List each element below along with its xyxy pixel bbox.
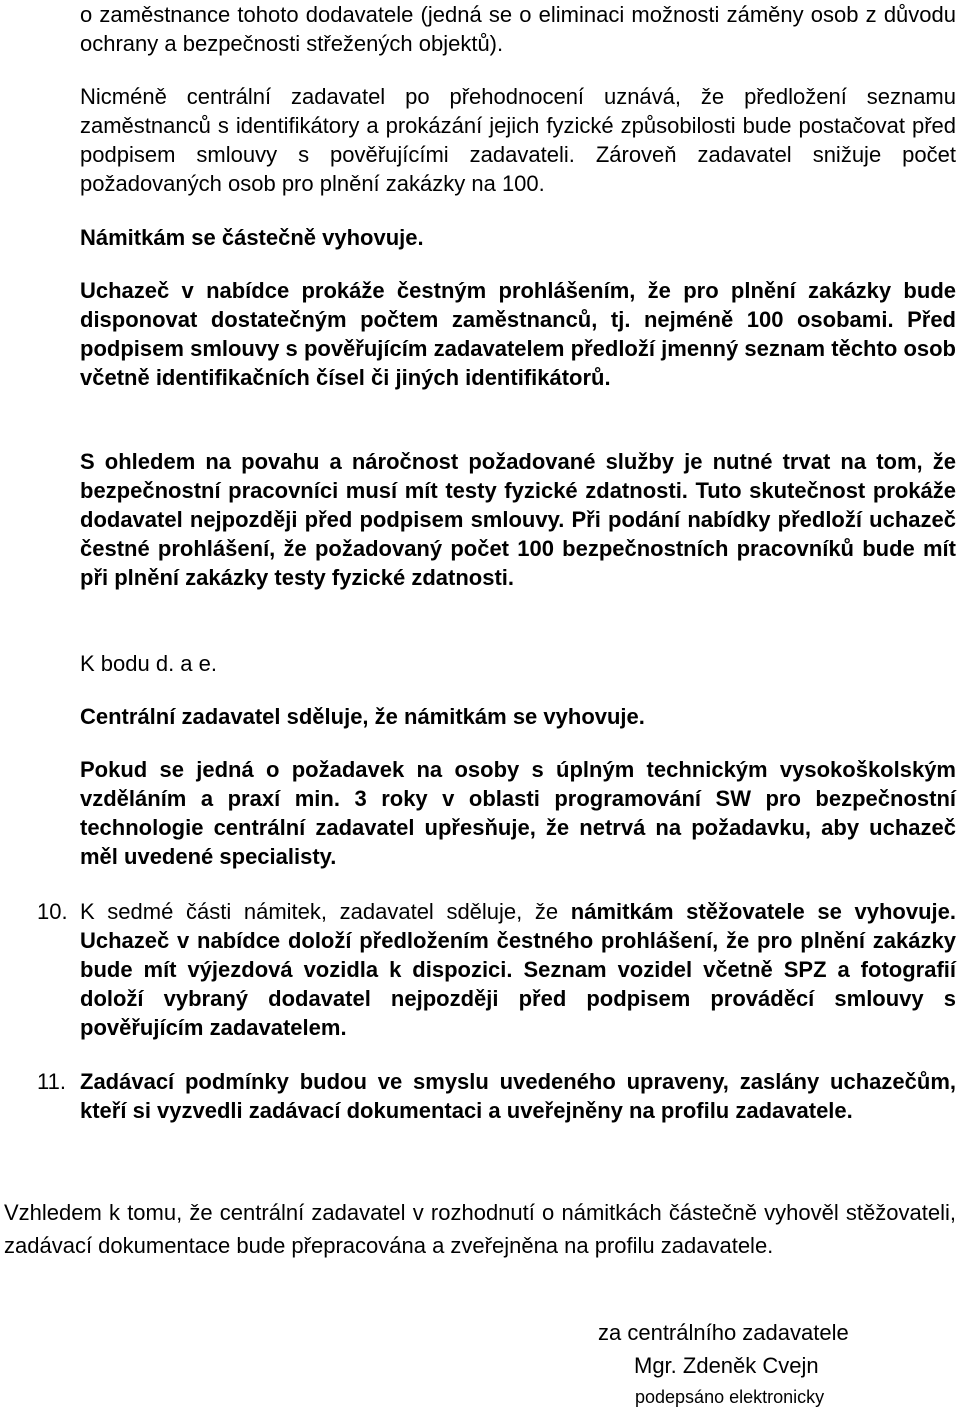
- paragraph-pokud: Pokud se jedná o požadavek na osoby s úplným technickým vysokoškolským vzděláním a praxí min. 3 roky v oblasti programování SW pro bezpečnostní technologie centrální zadavatel upřesňuje, že netrvá na požadavku, aby uchazeč měl uvedené specialisty.: [80, 757, 956, 869]
- item-10-lead: K sedmé části námitek, zadavatel sděluje, že: [80, 899, 571, 924]
- paragraph-intro-tail: o zaměstnance tohoto dodavatele (jedná se o eliminaci možnosti záměny osob z důvodu ochrany a bezpečnosti střežených objektů).: [80, 2, 956, 56]
- paragraph-k-bodu: K bodu d. a e.: [80, 651, 217, 676]
- paragraph-s-ohledem: S ohledem na povahu a náročnost požadované služby je nutné trvat na tom, že bezpečnostní pracovníci musí mít testy fyzické zdatnosti. Tuto skutečnost prokáže dodavatel nejpozději před podpisem smlouvy. Při podání nabídky předloží uchazeč čestné prohlášení, že požadovaný počet 100 bezpečnostních pracovníků bude mít při plnění zakázky testy fyzické zdatnosti.: [80, 449, 956, 590]
- signature-note: podepsáno elektronicky: [635, 1387, 825, 1407]
- item-10-bold: námitkám stěžovatele se vyhovuje. Uchazeč v nabídce doloží předložením čestného prohlášení, že pro plnění zakázky bude mít výjezdová vozidla k dispozici. Seznam vozidel včetně SPZ a fotografií doloží vybraný dodavatel nejpozději před podpisem prováděcí smlouvy s pověřujícím zadavatelem.: [80, 899, 956, 1040]
- paragraph-uchazec: Uchazeč v nabídce prokáže čestným prohlášením, že pro plnění zakázky bude disponovat dostatečným počtem zaměstnanců, tj. nejméně 100 osobami. Před podpisem smlouvy s pověřujícím zadavatelem předloží jmenný seznam těchto osob včetně identifikačních čísel či jiných identifikátorů.: [80, 278, 956, 390]
- item-11-text: Zadávací podmínky budou ve smyslu uvedeného upraveny, zaslány uchazečům, kteří si vyzvedli zadávací dokumentaci a uveřejněny na profilu zadavatele.: [80, 1069, 956, 1123]
- item-11-number: 11.: [37, 1069, 66, 1094]
- signature-for: za centrálního zadavatele: [598, 1320, 849, 1345]
- paragraph-vzhledem: Vzhledem k tomu, že centrální zadavatel v rozhodnutí o námitkách částečně vyhověl stěžovateli, zadávací dokumentace bude přepracována a zveřejněna na profilu zadavatele.: [4, 1200, 956, 1258]
- signature-name: Mgr. Zdeněk Cvejn: [634, 1353, 819, 1378]
- paragraph-namitkam-partially: Námitkám se částečně vyhovuje.: [80, 225, 424, 250]
- item-10-number: 10.: [37, 899, 68, 924]
- item-10-text: [80, 897, 956, 1042]
- paragraph-centralni-vyhovuje: Centrální zadavatel sděluje, že námitkám se vyhovuje.: [80, 704, 645, 729]
- paragraph-nicmene: Nicméně centrální zadavatel po přehodnocení uznává, že předložení seznamu zaměstnanců s identifikátory a prokázání jejich fyzické způsobilosti bude postačovat před podpisem smlouvy s pověřujícími zadavateli. Zároveň zadavatel snižuje počet požadovaných osob pro plnění zakázky na 100.: [80, 84, 956, 196]
